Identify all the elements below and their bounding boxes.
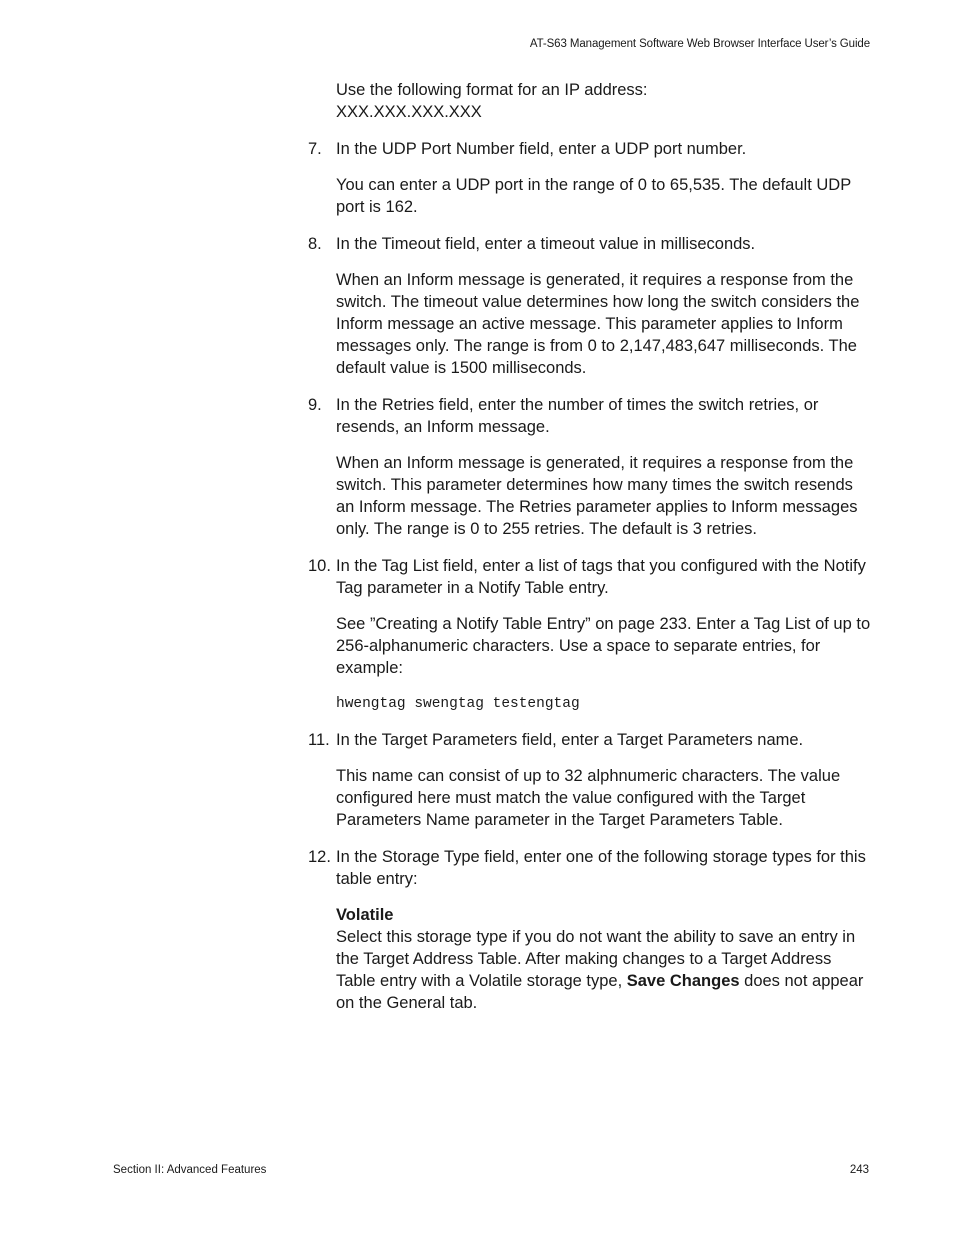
step-11 [308,729,874,751]
step-text: In the Storage Type field, enter one of the following storage types for this table entry: [336,848,866,888]
step-detail: See ”Creating a Notify Table Entry” on page 233. Enter a Tag List of up to 256-alphanumeric characters. Use a space to separate entries, for example: [336,615,871,677]
step-number: 7. [308,140,322,158]
step-number: 12. [308,848,331,866]
step-12 [308,846,874,890]
step-detail: This name can consist of up to 32 alphnumeric characters. The value configured here must match the value configured with the Target Parameters Name parameter in the Target Parameters Table. [336,767,841,829]
step-7 [308,138,874,160]
term-desc-part-1: Select this storage type if you do not want the ability to save an entry in the Target Address Table. After making changes to a Target Address Table entry with a Volatile storage type, [336,928,856,990]
term-desc-part-2: does not appear on the General tab. [336,972,864,1012]
page-number: 243 [849,1164,869,1176]
step-number: 11. [308,731,330,749]
step-8 [308,233,874,255]
step-number: 8. [308,235,322,253]
storage-type-term: Volatile [336,906,394,924]
save-changes-term: Save Changes [626,972,740,990]
page-body [308,79,874,1014]
step-text: In the UDP Port Number field, enter a UDP port number. [336,140,747,158]
step-detail: When an Inform message is generated, it requires a response from the switch. This parameter determines how many times the switch resends an Inform message. The Retries parameter applies to Inform messages only. The range is 0 to 255 retries. The default is 3 retries. [336,454,858,538]
running-header: AT-S63 Management Software Web Browser Interface User’s Guide [529,38,870,50]
step-number: 9. [308,396,322,414]
code-example: hwengtag swengtag testengtag [336,696,580,712]
step-text: In the Tag List field, enter a list of tags that you configured with the Notify Tag parameter in a Notify Table entry. [336,557,866,597]
intro-text: Use the following format for an IP address: [336,81,648,99]
step-text: In the Retries field, enter the number of times the switch retries, or resends, an Inform message. [336,396,819,436]
step-text: In the Timeout field, enter a timeout value in milliseconds. [336,235,756,253]
step-detail: When an Inform message is generated, it requires a response from the switch. The timeout value determines how long the switch considers the Inform message an active message. This parameter applies to Inform messages only. The range is from 0 to 2,147,483,647 milliseconds. The default value is 1500 milliseconds. [336,271,860,377]
storage-type-description [308,926,874,1014]
footer-section: Section II: Advanced Features [113,1164,267,1176]
step-9 [308,394,874,438]
step-detail: You can enter a UDP port in the range of 0 to 65,535. The default UDP port is 162. [336,176,851,216]
step-number: 10. [308,557,331,575]
step-10 [308,555,874,599]
ip-format: XXX.XXX.XXX.XXX [336,103,482,121]
step-text: In the Target Parameters field, enter a Target Parameters name. [336,731,804,749]
